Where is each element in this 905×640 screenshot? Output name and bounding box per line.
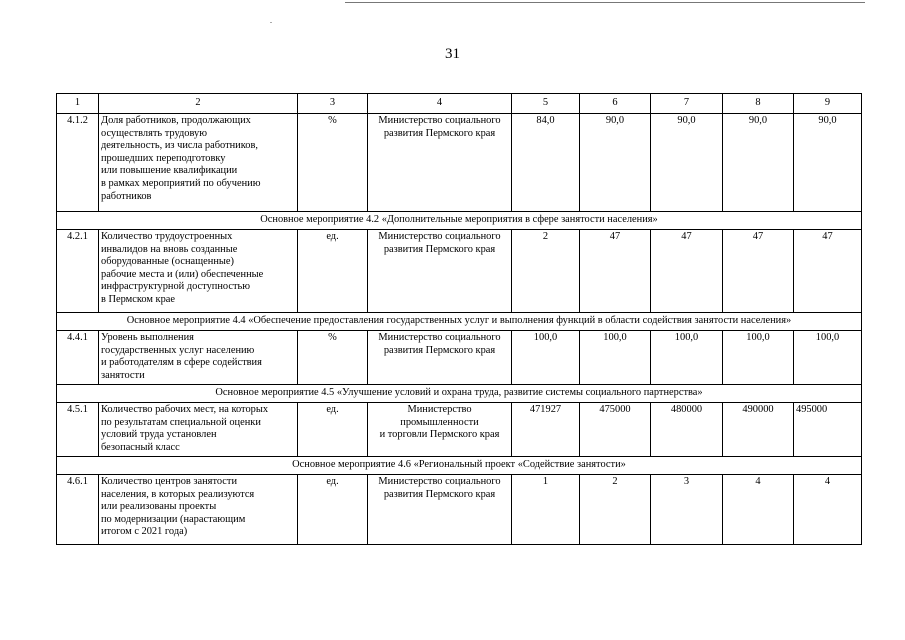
- section-heading: Основное мероприятие 4.2 «Дополнительные мероприятия в сфере занятости населения»: [57, 212, 862, 230]
- indicator-name-line: инфраструктурной доступностью: [101, 281, 250, 293]
- column-number: 4: [368, 94, 512, 114]
- table-body: [57, 94, 862, 545]
- row-number: 4.2.1: [57, 230, 99, 313]
- target-value: 2: [512, 230, 580, 313]
- target-value: 90,0: [794, 114, 862, 212]
- responsible-executor: [368, 403, 512, 457]
- row-number: 4.4.1: [57, 331, 99, 385]
- unit-of-measure: ед.: [298, 475, 368, 545]
- target-value: 4: [794, 475, 862, 545]
- indicator-name-line: прошедших переподготовку: [101, 152, 226, 164]
- section-heading: Основное мероприятие 4.5 «Улучшение условий и охрана труда, развитие системы социального партнерства»: [57, 385, 862, 403]
- executor-line: промышленности: [400, 416, 479, 428]
- target-value: 1: [512, 475, 580, 545]
- row-number: 4.1.2: [57, 114, 99, 212]
- target-value: 100,0: [723, 331, 794, 385]
- executor-line: Министерство социального: [378, 332, 501, 343]
- indicator-name-line: Уровень выполнения: [101, 332, 194, 343]
- column-number: 2: [99, 94, 298, 114]
- target-value: 90,0: [651, 114, 723, 212]
- section-heading-row: [57, 212, 862, 230]
- indicator-name-line: Количество центров занятости: [101, 476, 238, 487]
- target-value: 100,0: [512, 331, 580, 385]
- page-number: 31: [445, 46, 460, 62]
- indicator-name-line: работников: [101, 190, 152, 202]
- executor-line: Министерство социального: [378, 115, 501, 126]
- section-heading-row: [57, 313, 862, 331]
- indicator-name-line: в Пермском крае: [101, 293, 176, 305]
- executor-line: развития Пермского края: [383, 243, 496, 255]
- executor-line: Министерство социального: [378, 231, 501, 242]
- unit-of-measure: %: [298, 331, 368, 385]
- target-value: 47: [794, 230, 862, 313]
- indicator-name-line: рабочие места и (или) обеспеченные: [101, 268, 264, 280]
- indicator-name-line: безопасный класс: [101, 441, 180, 453]
- indicator-name-line: в рамках мероприятий по обучению: [101, 177, 261, 189]
- column-number: 8: [723, 94, 794, 114]
- target-value: 471927: [512, 403, 580, 457]
- target-value: 4: [723, 475, 794, 545]
- executor-line: и торговли Пермского края: [379, 429, 500, 441]
- scan-speck: [270, 22, 272, 23]
- column-number-row: [57, 94, 862, 114]
- executor-line: развития Пермского края: [383, 488, 496, 500]
- indicator-name: [99, 475, 298, 545]
- section-heading-row: [57, 385, 862, 403]
- column-number: 9: [794, 94, 862, 114]
- responsible-executor: [368, 114, 512, 212]
- target-value: 100,0: [794, 331, 862, 385]
- indicator-name-line: условий труда установлен: [101, 429, 217, 441]
- indicator-name-line: Доля работников, продолжающих: [101, 115, 251, 126]
- indicator-name-line: или повышение квалификации: [101, 165, 238, 177]
- indicators-table: [56, 93, 862, 545]
- indicator-name-line: итогом с 2021 года): [101, 526, 188, 538]
- table-row: [57, 331, 862, 385]
- indicator-name-line: осуществлять трудовую: [101, 127, 208, 139]
- table-row: [57, 114, 862, 212]
- column-number: 6: [580, 94, 651, 114]
- table-row: [57, 403, 862, 457]
- target-value: 90,0: [723, 114, 794, 212]
- target-value: 2: [580, 475, 651, 545]
- target-value: 100,0: [580, 331, 651, 385]
- target-value: 84,0: [512, 114, 580, 212]
- target-value: 480000: [651, 403, 723, 457]
- indicator-name-line: деятельность, из числа работников,: [101, 140, 258, 152]
- column-number: 1: [57, 94, 99, 114]
- indicator-name-line: Количество рабочих мест, на которых: [101, 404, 269, 415]
- column-number: 3: [298, 94, 368, 114]
- executor-line: развития Пермского края: [383, 344, 496, 356]
- table-row: [57, 475, 862, 545]
- target-value: 475000: [580, 403, 651, 457]
- indicator-name: [99, 331, 298, 385]
- unit-of-measure: ед.: [298, 403, 368, 457]
- row-number: 4.6.1: [57, 475, 99, 545]
- indicator-name-line: или реализованы проекты: [101, 501, 217, 513]
- indicator-name-line: по модернизации (нарастающим: [101, 513, 246, 525]
- indicator-name-line: по результатам специальной оценки: [101, 416, 261, 428]
- executor-line: Министерство: [407, 404, 472, 415]
- section-heading: Основное мероприятие 4.4 «Обеспечение предоставления государственных услуг и выполнения функций в области содействия занятости населения»: [57, 313, 862, 331]
- section-heading-row: [57, 457, 862, 475]
- indicator-name-line: населения, в которых реализуются: [101, 488, 255, 500]
- target-value: 90,0: [580, 114, 651, 212]
- unit-of-measure: %: [298, 114, 368, 212]
- responsible-executor: [368, 475, 512, 545]
- column-number: 5: [512, 94, 580, 114]
- row-number: 4.5.1: [57, 403, 99, 457]
- indicator-name-line: Количество трудоустроенных: [101, 231, 233, 242]
- indicator-name-line: занятости: [101, 369, 145, 381]
- indicator-name-line: государственных услуг населению: [101, 344, 255, 356]
- section-heading: Основное мероприятие 4.6 «Региональный проект «Содействие занятости»: [57, 457, 862, 475]
- unit-of-measure: ед.: [298, 230, 368, 313]
- target-value: 3: [651, 475, 723, 545]
- indicator-name-line: инвалидов на вновь созданные: [101, 243, 238, 255]
- target-value: 100,0: [651, 331, 723, 385]
- indicator-name: [99, 403, 298, 457]
- indicator-name-line: оборудованные (оснащенные): [101, 256, 234, 268]
- executor-line: Министерство социального: [378, 476, 501, 487]
- target-value: 495000: [794, 403, 862, 457]
- executor-line: развития Пермского края: [383, 127, 496, 139]
- indicator-name: [99, 114, 298, 212]
- responsible-executor: [368, 230, 512, 313]
- table-row: [57, 230, 862, 313]
- target-value: 490000: [723, 403, 794, 457]
- target-value: 47: [580, 230, 651, 313]
- responsible-executor: [368, 331, 512, 385]
- target-value: 47: [723, 230, 794, 313]
- scan-border-line: [345, 2, 865, 3]
- column-number: 7: [651, 94, 723, 114]
- indicator-name-line: и работодателям в сфере содействия: [101, 357, 262, 369]
- target-value: 47: [651, 230, 723, 313]
- indicator-name: [99, 230, 298, 313]
